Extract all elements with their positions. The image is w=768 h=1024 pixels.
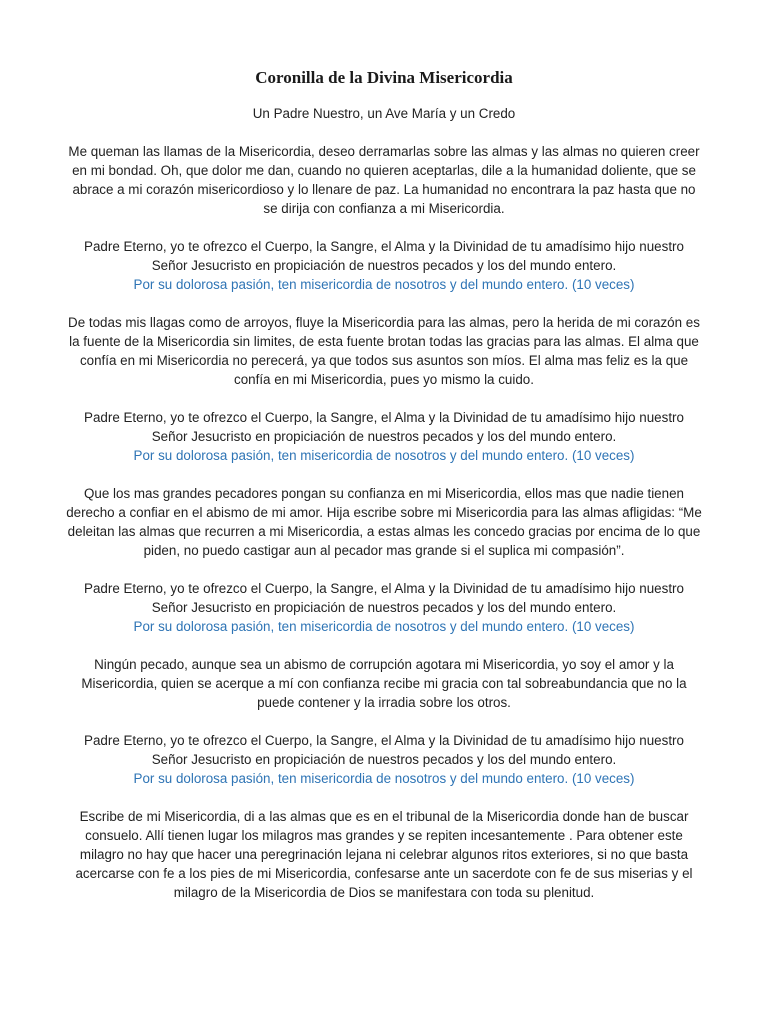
paragraph-4: Ningún pecado, aunque sea un abismo de corrupción agotara mi Misericordia, yo soy el amor y la Misericordia, quien se acerque a mí con confianza recibe mi gracia con tal sobreabundancia que no la puede contener y la irradia sobre los otros. bbox=[81, 657, 687, 710]
prayer-block-1 bbox=[64, 237, 704, 294]
prayer-line-2: Señor Jesucristo en propiciación de nuestros pecados y los del mundo entero. bbox=[151, 258, 617, 273]
document-title: Coronilla de la Divina Misericordia bbox=[255, 68, 513, 87]
prayer-line-2: Señor Jesucristo en propiciación de nuestros pecados y los del mundo entero. bbox=[151, 600, 617, 615]
prayer-line-2: Señor Jesucristo en propiciación de nuestros pecados y los del mundo entero. bbox=[151, 752, 617, 767]
prayer-block-4 bbox=[64, 731, 704, 788]
paragraph-2: De todas mis llagas como de arroyos, fluye la Misericordia para las almas, pero la herida de mi corazón es la fuente de la Misericordia sin limites, de esta fuente brotan todas las gracias para las almas. El alma que confía en mi Misericordia no perecerá, ya que todos sus asuntos son míos. El alma mas feliz es la que confía en mi Misericordia, pues yo mismo la cuido. bbox=[68, 315, 700, 387]
paragraph-3: Que los mas grandes pecadores pongan su confianza en mi Misericordia, ellos mas que nadie tienen derecho a confiar en el abismo de mi amor. Hija escribe sobre mi Misericordia para las almas afligidas: “Me deleitan las almas que recurren a mi Misericordia, a estas almas les concedo gracias por encima de lo que piden, no puedo castigar aun al pecador mas grande si el suplica mi compasión”. bbox=[66, 486, 702, 558]
paragraph-5: Escribe de mi Misericordia, di a las almas que es en el tribunal de la Misericordia donde han de buscar consuelo. Allí tienen lugar los milagros mas grandes y se repiten incesantemente . Para obtener este milagro no hay que hacer una peregrinación lejana ni celebrar algunos ritos exteriores, si no que basta acercarse con fe a los pies de mi Misericordia, confesarse ante un sacerdote con fe de sus miserias y el milagro de la Misericordia de Dios se manifestara con toda su plenitud. bbox=[75, 809, 693, 900]
paragraph-1: Me queman las llamas de la Misericordia, deseo derramarlas sobre las almas y las almas no quieren creer en mi bondad. Oh, que dolor me dan, cuando no quieren aceptarlas, dile a la humanidad doliente, que se abrace a mi corazón misericordioso y lo llenare de paz. La humanidad no encontrara la paz hasta que no se dirija con confianza a mi Misericordia. bbox=[68, 144, 700, 216]
prayer-line-1: Padre Eterno, yo te ofrezco el Cuerpo, la Sangre, el Alma y la Divinidad de tu amadísimo hijo nuestro bbox=[84, 733, 684, 748]
prayer-response: Por su dolorosa pasión, ten misericordia de nosotros y del mundo entero. (10 veces) bbox=[133, 619, 635, 634]
prayer-line-1: Padre Eterno, yo te ofrezco el Cuerpo, la Sangre, el Alma y la Divinidad de tu amadísimo hijo nuestro bbox=[84, 581, 684, 596]
prayer-line-1: Padre Eterno, yo te ofrezco el Cuerpo, la Sangre, el Alma y la Divinidad de tu amadísimo hijo nuestro bbox=[84, 410, 684, 425]
document-body bbox=[64, 66, 704, 921]
prayer-line-1: Padre Eterno, yo te ofrezco el Cuerpo, la Sangre, el Alma y la Divinidad de tu amadísimo hijo nuestro bbox=[84, 239, 684, 254]
prayer-block-3 bbox=[64, 579, 704, 636]
prayer-response: Por su dolorosa pasión, ten misericordia de nosotros y del mundo entero. (10 veces) bbox=[133, 277, 635, 292]
prayer-line-2: Señor Jesucristo en propiciación de nuestros pecados y los del mundo entero. bbox=[151, 429, 617, 444]
prayer-response: Por su dolorosa pasión, ten misericordia de nosotros y del mundo entero. (10 veces) bbox=[133, 771, 635, 786]
prayer-response: Por su dolorosa pasión, ten misericordia de nosotros y del mundo entero. (10 veces) bbox=[133, 448, 635, 463]
document-subtitle: Un Padre Nuestro, un Ave María y un Credo bbox=[252, 106, 516, 121]
prayer-block-2 bbox=[64, 408, 704, 465]
